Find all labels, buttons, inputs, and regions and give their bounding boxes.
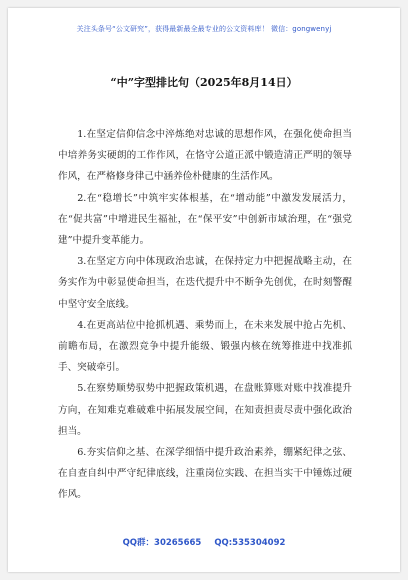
paragraph: 2.在“稳增长”中筑牢实体根基，在“增动能”中激发发展活力，在“促共富”中增进民生福祉，在“保平安”中创新市域治理，在“强党建”中提升变革能力。 [58, 192, 352, 247]
paragraph: 3.在坚定方向中体现政治忠诚，在保持定力中把握战略主动，在务实作为中彰显使命担当，在迭代提升中不断争先创优，在时刻警醒中坚守安全底线。 [58, 256, 352, 310]
paragraph: 4.在更高站位中抢抓机遇、乘势而上，在未来发展中抢占先机、前瞻布局，在激烈竞争中提升能级、锻强内核在统筹推进中找准抓手、突破牵引。 [58, 319, 352, 374]
contact-footer [8, 536, 400, 548]
paragraph: 1.在坚定信仰信念中淬炼绝对忠诚的思想作风，在强化使命担当中培养务实硬朗的工作作风，在恪守公道正派中锻造清正严明的领导作风，在严格修身律己中涵养俭朴健康的生活作风。 [58, 129, 352, 183]
paragraph: 6.夯实信仰之基、在深学细悟中提升政治素养，绷紧纪律之弦、在自查自纠中严守纪律底线，注重岗位实践、在担当实干中锤炼过硬作风。 [58, 447, 352, 501]
paragraph: 5.在察势顺势驭势中把握政策机遇，在盘账算账对账中找准提升方向，在知难克难破难中拓展发展空间，在知责担责尽责中强化政治担当。 [58, 383, 352, 437]
promo-header: 关注头条号“公文研究”，获得最新最全最专业的公文资料库！ 微信：gongwenyj [76, 25, 332, 33]
document-title: “中”字型排比句（2025年8月14日） [110, 76, 298, 89]
qq-group-number: QQ群：30265665 [122, 538, 202, 548]
qq-number: QQ:535304092 [214, 538, 286, 548]
document-page [8, 8, 400, 572]
document-body [58, 124, 352, 506]
